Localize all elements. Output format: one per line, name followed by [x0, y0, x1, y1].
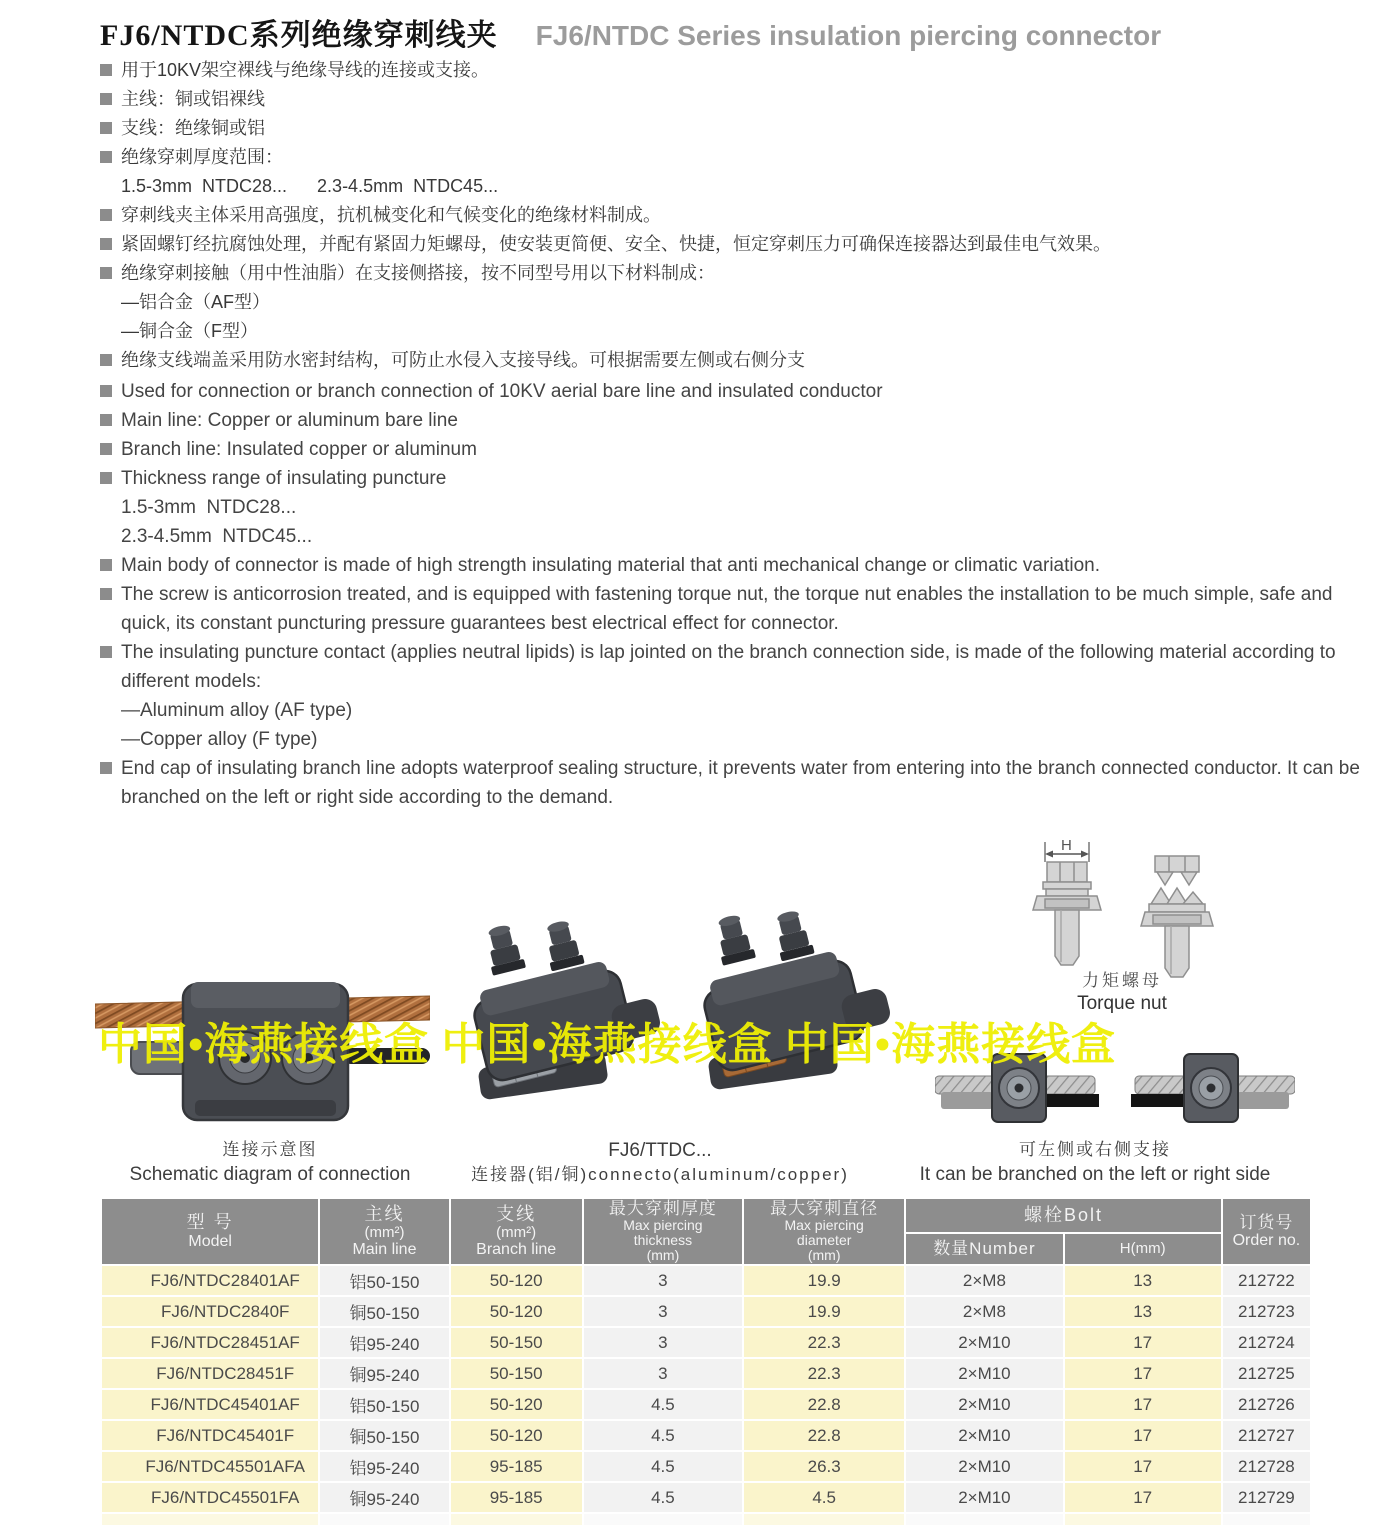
watermark-text: 中国•海燕接线盒 中国•海燕接线盒 中国•海燕接线盒	[98, 1020, 1117, 1069]
feature-item	[100, 56, 1372, 85]
feature-item	[100, 201, 1372, 230]
cell-thickness: 3	[584, 1297, 742, 1326]
cell-thickness: 4.5	[584, 1452, 742, 1481]
cell-bolt-h: 17	[1065, 1483, 1221, 1512]
feature-text: The insulating puncture contact (applies neutral lipids) is lap jointed on the branch connection side, is made of the following material according to different models:	[121, 642, 1336, 692]
caption-branch	[890, 1138, 1300, 1187]
feature-text: 绝缘穿刺接触（用中性油脂）在支接侧搭接，按不同型号用以下材料制成：	[121, 263, 715, 283]
cell-bolt-number: 2×M10	[906, 1452, 1062, 1481]
cell-branch-line: 95-185	[451, 1483, 582, 1512]
header-text: Max piercing	[623, 1217, 703, 1233]
cell-bolt-number: 2×M10	[906, 1328, 1062, 1357]
feature-item	[100, 230, 1372, 259]
cell-main-line: 铝50-150	[320, 1266, 448, 1295]
col-header-order-no	[1223, 1199, 1310, 1264]
table-footer-strip	[102, 1514, 1310, 1525]
bolt	[540, 918, 584, 971]
table-row	[102, 1297, 1310, 1326]
cell-order-no: 212724	[1223, 1328, 1310, 1357]
cell-order-no: 212726	[1223, 1390, 1310, 1419]
cell-diameter: 19.9	[744, 1266, 904, 1295]
feature-text: 用于10KV架空裸线与绝缘导线的连接或支接。	[121, 60, 490, 80]
header-text: 最大穿刺直径	[770, 1199, 879, 1218]
cell-diameter: 22.8	[744, 1421, 904, 1450]
feature-subitem	[100, 288, 1372, 317]
cell-bolt-number: 2×M10	[906, 1390, 1062, 1419]
feature-text: 2.3-4.5mm NTDC45...	[121, 526, 313, 547]
cell-model: FJ6/NTDC45401AF	[102, 1390, 318, 1419]
cell-diameter: 19.9	[744, 1297, 904, 1326]
feature-text: Main line: Copper or aluminum bare line	[121, 410, 458, 431]
square-bullet-icon	[100, 354, 112, 366]
square-bullet-icon	[100, 64, 112, 76]
feature-subitem	[100, 317, 1372, 346]
feature-text: —Aluminum alloy (AF type)	[121, 700, 353, 721]
cell-diameter: 26.3	[744, 1452, 904, 1481]
square-bullet-icon	[100, 238, 112, 250]
feature-text: Used for connection or branch connection of 10KV aerial bare line and insulated conductor	[121, 381, 883, 402]
feature-text: —铜合金（F型）	[121, 321, 258, 341]
feature-text: Main body of connector is made of high strength insulating material that anti mechanical change or climatic variation.	[121, 555, 1101, 576]
header-text: Model	[188, 1233, 232, 1250]
feature-item	[100, 580, 1362, 638]
cell-thickness: 4.5	[584, 1390, 742, 1419]
cell-model: FJ6/NTDC45401F	[102, 1421, 318, 1450]
feature-item	[100, 435, 1362, 464]
header-text: (mm²)	[496, 1224, 537, 1241]
col-header-branch-line	[451, 1199, 582, 1264]
caption-line: 连接器(铝/铜)connecto(aluminum/copper)	[471, 1165, 849, 1184]
square-bullet-icon	[100, 151, 112, 163]
cell-model: FJ6/NTDC28401AF	[102, 1266, 318, 1295]
feature-subitem	[100, 493, 1362, 522]
cell-bolt-h: 17	[1065, 1359, 1221, 1388]
caption-line: 连接示意图	[222, 1140, 318, 1159]
connector-copper	[672, 905, 901, 1103]
cell-bolt-h: 17	[1065, 1421, 1221, 1450]
feature-item	[100, 464, 1362, 493]
caption-line: FJ6/TTDC...	[608, 1140, 712, 1161]
feature-item	[100, 259, 1372, 288]
square-bullet-icon	[100, 122, 112, 134]
header-text: 支线	[496, 1204, 537, 1224]
table-row	[102, 1483, 1310, 1512]
table-row	[102, 1390, 1310, 1419]
cell-main-line: 铜50-150	[320, 1297, 448, 1326]
col-header-max-thickness	[584, 1199, 742, 1264]
header-text: 数量Number	[933, 1239, 1036, 1258]
cell-main-line: 铜50-150	[320, 1421, 448, 1450]
header-text: (mm)	[807, 1247, 841, 1263]
feature-text: 绝缘支线端盖采用防水密封结构，可防止水侵入支接导线。可根据需要左侧或右侧分支	[121, 350, 805, 370]
cell-thickness: 3	[584, 1328, 742, 1357]
feature-subitem	[100, 522, 1362, 551]
square-bullet-icon	[100, 559, 112, 571]
feature-text: —Copper alloy (F type)	[121, 729, 318, 750]
header-text: (mm)	[646, 1247, 680, 1263]
feature-text: 1.5-3mm NTDC28...	[121, 497, 297, 518]
square-bullet-icon	[100, 267, 112, 279]
feature-text: Thickness range of insulating puncture	[121, 468, 447, 489]
cell-bolt-number: 2×M10	[906, 1359, 1062, 1388]
feature-item	[100, 143, 1372, 172]
cell-model: FJ6/NTDC28451F	[102, 1359, 318, 1388]
header-text: H(mm)	[1119, 1240, 1166, 1257]
header-text: Branch line	[476, 1241, 557, 1258]
cell-branch-line: 50-150	[451, 1359, 582, 1388]
feature-item	[100, 377, 1362, 406]
feature-item	[100, 346, 1372, 375]
col-header-bolt-group	[906, 1199, 1221, 1232]
cell-main-line: 铝95-240	[320, 1328, 448, 1357]
cell-branch-line: 95-185	[451, 1452, 582, 1481]
feature-text: 主线：铜或铝裸线	[121, 89, 265, 109]
dimension-H-label: H	[1061, 838, 1072, 854]
cell-branch-line: 50-120	[451, 1390, 582, 1419]
square-bullet-icon	[100, 443, 112, 455]
feature-item	[100, 638, 1362, 696]
cell-diameter: 22.3	[744, 1328, 904, 1357]
cell-branch-line: 50-120	[451, 1297, 582, 1326]
cell-model: FJ6/NTDC28451AF	[102, 1328, 318, 1357]
page-title	[100, 10, 1161, 54]
caption-line: It can be branched on the left or right side	[919, 1164, 1271, 1185]
cell-bolt-h: 17	[1065, 1328, 1221, 1357]
feature-item	[100, 406, 1362, 435]
torque-label-en: Torque nut	[1077, 993, 1167, 1014]
page-title-en: FJ6/NTDC Series insulation piercing connector	[535, 20, 1162, 51]
cell-main-line: 铝95-240	[320, 1452, 448, 1481]
bolt	[482, 922, 526, 975]
cell-order-no: 212722	[1223, 1266, 1310, 1295]
feature-text: 支线：绝缘铜或铝	[121, 118, 265, 138]
cell-thickness: 4.5	[584, 1483, 742, 1512]
cell-bolt-h: 17	[1065, 1452, 1221, 1481]
cell-bolt-number: 2×M10	[906, 1483, 1062, 1512]
col-header-main-line	[320, 1199, 448, 1264]
cell-main-line: 铝50-150	[320, 1390, 448, 1419]
square-bullet-icon	[100, 472, 112, 484]
feature-text: End cap of insulating branch line adopts waterproof sealing structure, it prevents water from entering into the branch connected conductor. It can be branched on the left or right side according to the demand.	[121, 758, 1360, 808]
feature-text: 绝缘穿刺厚度范围：	[121, 147, 283, 167]
col-header-model	[102, 1199, 318, 1264]
feature-item	[100, 114, 1372, 143]
features-en	[100, 377, 1362, 812]
cell-main-line: 铜95-240	[320, 1359, 448, 1388]
cell-model: FJ6/NTDC45501FA	[102, 1483, 318, 1512]
header-text: 螺栓Bolt	[1024, 1205, 1104, 1225]
cell-model: FJ6/NTDC45501AFA	[102, 1452, 318, 1481]
cell-order-no: 212725	[1223, 1359, 1310, 1388]
feature-item	[100, 85, 1372, 114]
feature-text: —铝合金（AF型）	[121, 292, 271, 312]
cell-diameter: 22.8	[744, 1390, 904, 1419]
cell-bolt-h: 17	[1065, 1390, 1221, 1419]
cell-branch-line: 50-120	[451, 1266, 582, 1295]
table-row	[102, 1266, 1310, 1295]
header-text: 订货号	[1239, 1212, 1294, 1232]
torque-bolt-left	[1033, 838, 1101, 965]
cell-bolt-number: 2×M8	[906, 1266, 1062, 1295]
square-bullet-icon	[100, 93, 112, 105]
cell-order-no: 212727	[1223, 1421, 1310, 1450]
header-text: Main line	[352, 1241, 417, 1258]
caption-line: Schematic diagram of connection	[129, 1164, 411, 1185]
feature-item	[100, 551, 1362, 580]
cell-thickness: 3	[584, 1359, 742, 1388]
feature-subitem	[100, 725, 1362, 754]
cell-branch-line: 50-150	[451, 1328, 582, 1357]
cell-branch-line: 50-120	[451, 1421, 582, 1450]
cell-diameter: 4.5	[744, 1483, 904, 1512]
feature-subitem	[100, 172, 1372, 201]
cell-bolt-h: 13	[1065, 1297, 1221, 1326]
header-text: diameter	[796, 1232, 852, 1248]
feature-text: 穿刺线夹主体采用高强度，抗机械变化和气候变化的绝缘材料制成。	[121, 205, 661, 225]
header-text: 主线	[364, 1204, 405, 1224]
feature-text: Branch line: Insulated copper or aluminum	[121, 439, 477, 460]
square-bullet-icon	[100, 414, 112, 426]
feature-item	[100, 754, 1362, 812]
torque-nut-figure	[1015, 838, 1230, 983]
caption-line: 可左侧或右侧支接	[1019, 1140, 1171, 1159]
square-bullet-icon	[100, 646, 112, 658]
caption-product	[460, 1138, 860, 1187]
cell-model: FJ6/NTDC2840F	[102, 1297, 318, 1326]
table-row	[102, 1359, 1310, 1388]
header-text: Max piercing	[784, 1217, 864, 1233]
table-row	[102, 1452, 1310, 1481]
cell-main-line: 铜95-240	[320, 1483, 448, 1512]
bolt	[770, 908, 814, 961]
header-text: Order no.	[1232, 1231, 1301, 1249]
caption-schematic	[100, 1138, 440, 1187]
feature-text: 1.5-3mm NTDC28... 2.3-4.5mm NTDC45...	[121, 176, 499, 196]
header-text: 型 号	[186, 1212, 234, 1232]
col-header-bolt-number	[906, 1234, 1062, 1264]
square-bullet-icon	[100, 209, 112, 221]
table-row	[102, 1328, 1310, 1357]
header-text: 最大穿刺厚度	[608, 1199, 717, 1218]
cell-order-no: 212723	[1223, 1297, 1310, 1326]
cell-thickness: 3	[584, 1266, 742, 1295]
header-text: thickness	[633, 1232, 693, 1248]
col-header-max-diameter	[744, 1199, 904, 1264]
col-header-bolt-h	[1065, 1234, 1221, 1264]
feature-subitem	[100, 696, 1362, 725]
branch-right-connector	[1131, 1054, 1295, 1122]
cell-bolt-number: 2×M10	[906, 1421, 1062, 1450]
cell-order-no: 212729	[1223, 1483, 1310, 1512]
square-bullet-icon	[100, 385, 112, 397]
features-zh	[100, 56, 1372, 375]
cell-thickness: 4.5	[584, 1421, 742, 1450]
cell-diameter: 22.3	[744, 1359, 904, 1388]
feature-text: 紧固螺钉经抗腐蚀处理，并配有紧固力矩螺母，使安装更简便、安全、快捷，恒定穿刺压力可确保连接器达到最佳电气效果。	[121, 234, 1111, 254]
torque-bolt-right-sheared	[1141, 856, 1213, 977]
cell-bolt-h: 13	[1065, 1266, 1221, 1295]
cell-order-no: 212728	[1223, 1452, 1310, 1481]
spec-table	[100, 1197, 1312, 1527]
torque-label-zh: 力矩螺母	[1082, 971, 1162, 990]
square-bullet-icon	[100, 588, 112, 600]
header-text: (mm²)	[364, 1224, 405, 1241]
bolt	[712, 912, 756, 965]
table-row	[102, 1421, 1310, 1450]
square-bullet-icon	[100, 762, 112, 774]
feature-text: The screw is anticorrosion treated, and is equipped with fastening torque nut, the torque nut enables the installation to be much simple, safe and quick, its constant puncturing pressure guarantees best electrical effect for connector.	[121, 584, 1333, 634]
cell-bolt-number: 2×M8	[906, 1297, 1062, 1326]
page-title-zh: FJ6/NTDC系列绝缘穿刺线夹	[100, 19, 498, 52]
